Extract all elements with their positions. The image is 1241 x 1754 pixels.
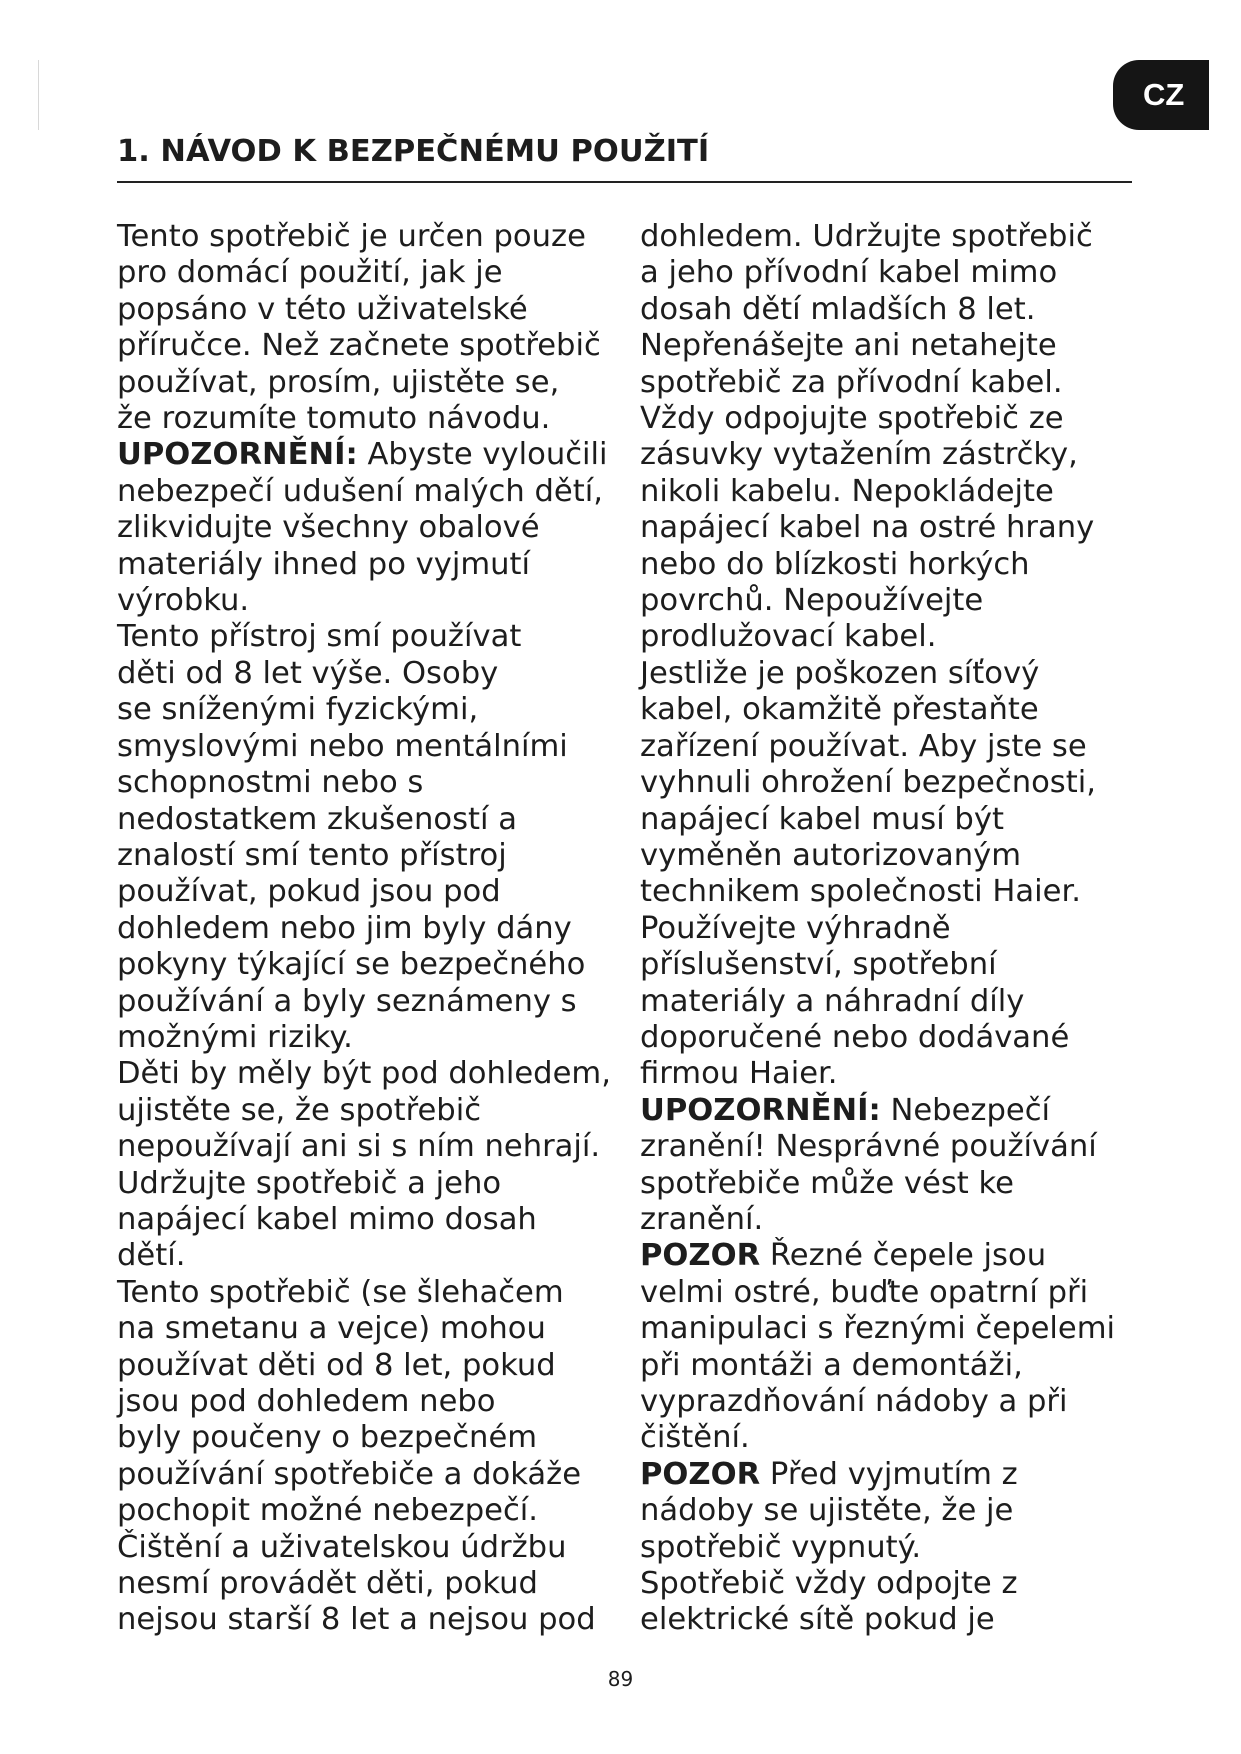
text-line <box>117 692 647 728</box>
text-line-content: používání a byly seznámeny s <box>117 983 577 1019</box>
text-line-content: čištění. <box>640 1420 750 1456</box>
warning-label: POZOR <box>640 1238 761 1274</box>
text-line-content: popsáno v této uživatelské <box>117 291 528 327</box>
text-line-content: možnými riziky. <box>117 1019 353 1055</box>
text-line <box>117 1457 647 1493</box>
text-line-content: používat děti od 8 let, pokud <box>117 1347 556 1383</box>
text-line <box>117 1056 647 1092</box>
text-line <box>117 1566 647 1602</box>
text-line-content: Tento spotřebič (se šlehačem <box>117 1274 564 1310</box>
text-line <box>117 401 647 437</box>
text-line-content: pokyny týkající se bezpečného <box>117 947 586 983</box>
text-line-content: znalostí smí tento přístroj <box>117 837 507 873</box>
text-line <box>640 1129 1120 1165</box>
text-line <box>640 437 1120 473</box>
text-line <box>640 583 1120 619</box>
text-line-content: že rozumíte tomuto návodu. <box>117 401 551 437</box>
text-line <box>640 1602 1120 1638</box>
text-line-content: zásuvky vytažením zástrčky, <box>640 437 1078 473</box>
text-line-content: příslušenství, spotřební <box>640 947 997 983</box>
text-line-content: Udržujte spotřebič a jeho <box>117 1165 502 1201</box>
text-line-content: Řezné čepele jsou <box>760 1238 1047 1274</box>
text-line-content: nikoli kabelu. Nepokládejte <box>640 473 1054 509</box>
text-line-content: pro domácí použití, jak je <box>117 255 503 291</box>
text-line-content: materiály ihned po vyjmutí <box>117 546 531 582</box>
text-line <box>640 1566 1120 1602</box>
text-line-content: vyměněn autorizovaným <box>640 837 1022 873</box>
text-line-content: jsou pod dohledem nebo <box>117 1384 496 1419</box>
text-line-content: dohledem. Udržujte spotřebič <box>640 219 1093 254</box>
text-line-content: napájecí kabel musí být <box>640 801 1004 837</box>
text-line <box>640 1056 1120 1092</box>
section-title: 1. NÁVOD K BEZPEČNÉMU POUŽITÍ <box>117 134 710 169</box>
text-line <box>117 365 647 401</box>
text-line <box>117 1202 647 1238</box>
text-line <box>640 765 1120 801</box>
text-line <box>640 1420 1120 1456</box>
margin-line <box>38 60 39 130</box>
text-line <box>640 474 1120 510</box>
text-line-content: se sníženými fyzickými, <box>117 692 479 728</box>
text-line-content: nejsou starší 8 let a nejsou pod <box>117 1602 596 1638</box>
text-line <box>117 947 647 983</box>
text-line-content: vyhnuli ohrožení bezpečnosti, <box>640 765 1096 801</box>
text-line <box>117 874 647 910</box>
text-line <box>640 1238 1120 1274</box>
text-line-content: Před vyjmutím z <box>760 1456 1018 1492</box>
text-line <box>640 1348 1120 1384</box>
text-line <box>117 510 647 546</box>
text-line-content: zlikvidujte všechny obalové <box>117 510 540 546</box>
text-line <box>117 1602 647 1638</box>
text-line <box>117 1129 647 1165</box>
text-line-content: nesmí provádět děti, pokud <box>117 1566 538 1602</box>
text-line <box>640 729 1120 765</box>
text-line <box>640 947 1120 983</box>
text-line <box>117 1238 647 1274</box>
text-line-content: velmi ostré, buďte opatrní při <box>640 1274 1089 1310</box>
text-line <box>640 656 1120 692</box>
right-column <box>640 219 1120 1639</box>
text-line-content: při montáži a demontáži, <box>640 1347 1023 1383</box>
page-number: 89 <box>607 1667 634 1691</box>
text-line-content: používání spotřebiče a dokáže <box>117 1456 582 1492</box>
text-line-content: Spotřebič vždy odpojte z <box>640 1566 1018 1602</box>
text-line <box>117 729 647 765</box>
text-line-content: nepoužívají ani si s ním nehrají. <box>117 1129 601 1165</box>
text-line-content: Děti by měly být pod dohledem, <box>117 1056 611 1092</box>
text-line-content: dohledem nebo jim byly dány <box>117 910 572 946</box>
text-line-content: spotřebič za přívodní kabel. <box>640 364 1063 400</box>
text-line <box>117 474 647 510</box>
text-line <box>640 328 1120 364</box>
text-line <box>640 1493 1120 1529</box>
text-line <box>117 1348 647 1384</box>
text-line-content: byly poučeny o bezpečném <box>117 1420 538 1456</box>
text-line-content: technikem společnosti Haier. <box>640 874 1081 910</box>
text-line <box>117 619 647 655</box>
text-line-content: smyslovými nebo mentálními <box>117 728 568 764</box>
text-line-content: kabel, okamžitě přestaňte <box>640 692 1039 728</box>
text-line <box>640 619 1120 655</box>
text-line-content: manipulaci s řeznými čepelemi <box>640 1311 1116 1347</box>
text-line <box>640 1384 1120 1420</box>
text-line <box>117 1166 647 1202</box>
text-line-content: Používejte výhradně <box>640 910 951 946</box>
text-line-content: zranění. <box>640 1201 764 1237</box>
text-line <box>640 874 1120 910</box>
text-line-content: ujistěte se, že spotřebič <box>117 1092 482 1128</box>
text-line-content: Nepřenášejte ani netahejte <box>640 328 1057 364</box>
text-line-content: nádoby se ujistěte, že je <box>640 1493 1014 1529</box>
text-line-content: Jestliže je poškozen síťový <box>640 655 1040 691</box>
text-line-content: vyprazdňování nádoby a při <box>640 1384 1068 1419</box>
text-line <box>640 1020 1120 1056</box>
text-line <box>640 401 1120 437</box>
text-line-content: elektrické sítě pokud je <box>640 1602 995 1638</box>
text-line-content: a jeho přívodní kabel mimo <box>640 255 1058 291</box>
text-line-content: používat, pokud jsou pod <box>117 874 501 910</box>
text-line-content: Tento spotřebič je určen pouze <box>117 219 586 254</box>
text-line-content: nebo do blízkosti horkých <box>640 546 1030 582</box>
text-line-content: firmou Haier. <box>640 1056 838 1092</box>
text-line-content: materiály a náhradní díly <box>640 983 1025 1019</box>
text-line <box>640 365 1120 401</box>
text-line <box>640 1311 1120 1347</box>
text-line <box>117 219 647 255</box>
text-line <box>640 1202 1120 1238</box>
text-line-content: napájecí kabel na ostré hrany <box>640 510 1095 546</box>
text-line <box>117 437 647 473</box>
text-line <box>640 219 1120 255</box>
text-line <box>117 765 647 801</box>
text-line <box>117 1311 647 1347</box>
text-line <box>117 1093 647 1129</box>
text-line <box>117 911 647 947</box>
text-line-content: Vždy odpojujte spotřebič ze <box>640 401 1064 437</box>
text-line-content: schopnostmi nebo s <box>117 765 424 801</box>
text-line-content: pochopit možné nebezpečí. <box>117 1493 539 1529</box>
left-column <box>117 219 647 1639</box>
language-tab-label: CZ <box>1143 77 1185 112</box>
text-line <box>640 547 1120 583</box>
text-line <box>117 1493 647 1529</box>
title-divider <box>117 181 1132 183</box>
text-line-content: Abyste vyloučili <box>357 437 608 473</box>
text-line <box>117 656 647 692</box>
text-line-content: spotřebič vypnutý. <box>640 1529 922 1565</box>
text-line-content: používat, prosím, ujistěte se, <box>117 364 560 400</box>
text-line-content: prodlužovací kabel. <box>640 619 937 655</box>
text-line-content: doporučené nebo dodávané <box>640 1019 1070 1055</box>
text-line <box>640 1093 1120 1129</box>
text-line <box>640 1530 1120 1566</box>
text-line <box>640 1166 1120 1202</box>
warning-label: UPOZORNĚNÍ: <box>640 1092 881 1128</box>
text-line-content: Čištění a uživatelskou údržbu <box>117 1529 567 1565</box>
text-line-content: na smetanu a vejce) mohou <box>117 1311 546 1347</box>
text-line-content: zařízení používat. Aby jste se <box>640 728 1087 764</box>
text-line <box>117 984 647 1020</box>
text-line <box>117 328 647 364</box>
text-line <box>640 802 1120 838</box>
text-line-content: Tento přístroj smí používat <box>117 619 522 655</box>
text-line <box>117 1530 647 1566</box>
text-line-content: nedostatkem zkušeností a <box>117 801 518 837</box>
text-line <box>640 255 1120 291</box>
text-line <box>117 802 647 838</box>
text-line <box>117 547 647 583</box>
text-line <box>640 984 1120 1020</box>
text-line-content: příručce. Než začnete spotřebič <box>117 328 601 364</box>
text-line-content: Nebezpečí <box>880 1092 1051 1128</box>
text-line-content: povrchů. Nepoužívejte <box>640 583 984 619</box>
text-line <box>117 1420 647 1456</box>
text-line <box>117 255 647 291</box>
text-line <box>117 1275 647 1311</box>
text-line <box>640 1275 1120 1311</box>
text-line <box>640 692 1120 728</box>
text-line-content: výrobku. <box>117 583 250 619</box>
text-line-content: zranění! Nesprávné používání <box>640 1129 1097 1165</box>
text-line <box>640 510 1120 546</box>
text-line-content: dětí. <box>117 1238 186 1274</box>
language-tab <box>1113 60 1209 130</box>
text-line-content: nebezpečí udušení malých dětí, <box>117 473 603 509</box>
text-line <box>117 1384 647 1420</box>
text-line <box>640 292 1120 328</box>
text-line <box>640 838 1120 874</box>
text-line <box>117 1020 647 1056</box>
text-line-content: děti od 8 let výše. Osoby <box>117 655 499 691</box>
text-line <box>117 838 647 874</box>
text-line <box>117 292 647 328</box>
text-line-content: napájecí kabel mimo dosah <box>117 1201 537 1237</box>
warning-label: UPOZORNĚNÍ: <box>117 437 358 473</box>
text-line-content: dosah dětí mladších 8 let. <box>640 291 1036 327</box>
text-line <box>640 1457 1120 1493</box>
warning-label: POZOR <box>640 1456 761 1492</box>
text-line-content: spotřebiče může vést ke <box>640 1165 1014 1201</box>
text-line <box>640 911 1120 947</box>
text-line <box>117 583 647 619</box>
